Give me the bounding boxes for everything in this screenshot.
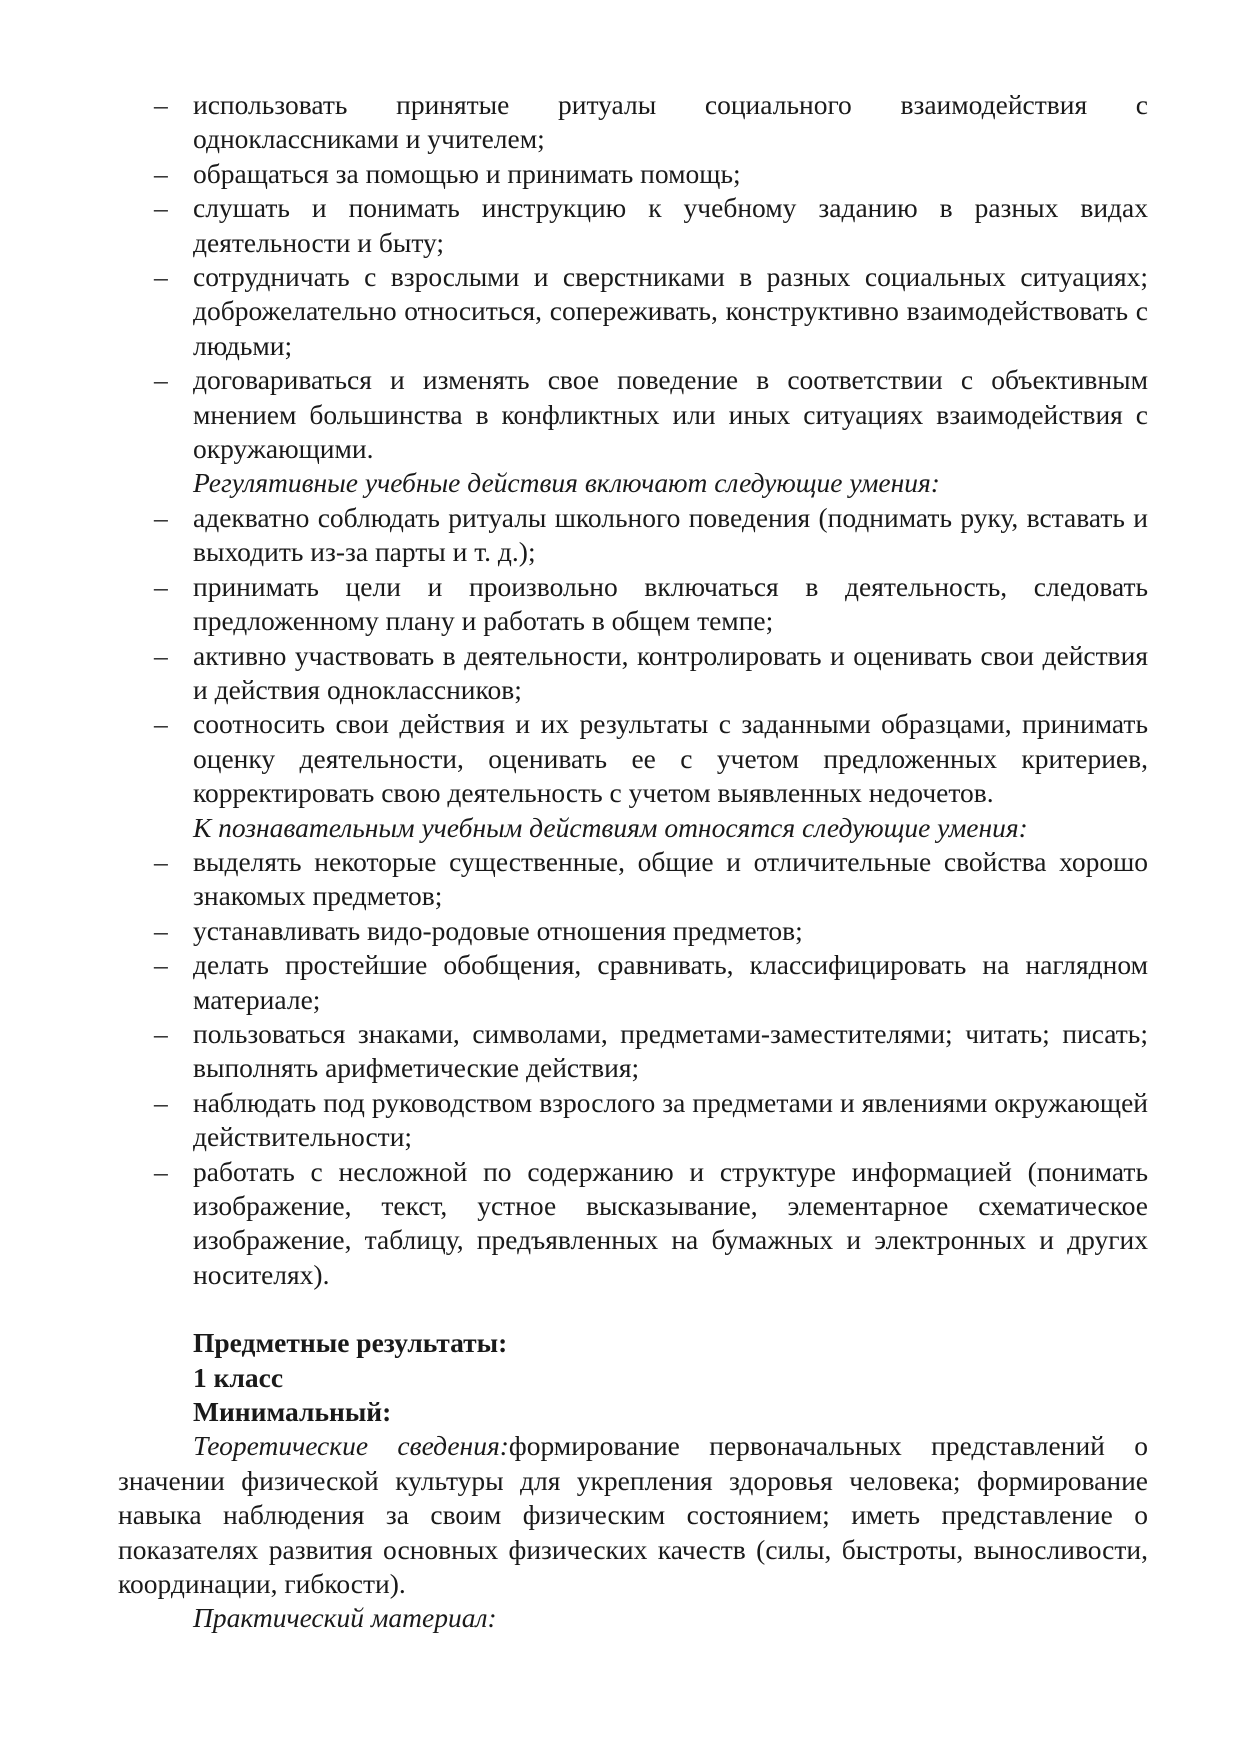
dash-bullet: – [154,192,168,224]
dash-bullet: – [154,89,168,120]
list-item: – соотносить свои действия и их результаты с заданными образцами, принимать оценку деятельности, оценивать ее с учетом предложенных критериев, корректировать свою деятельность с учетом выявленных недочетов. [154,708,1148,809]
dash-bullet: – [154,157,168,189]
dash-bullet: – [154,261,168,293]
list-item: – пользоваться знаками, символами, предметами-заместителями; читать; писать; выполнять арифметические действия; [154,1017,1148,1084]
dash-bullet: – [154,570,168,602]
list-item: – использовать принятые ритуалы социального взаимодействия с одноклассниками и учителем; [154,89,1148,155]
list-item: – адекватно соблюдать ритуалы школьного поведения (поднимать руку, вставать и выходить из-за парты и т. д.); [154,501,1148,568]
practice-heading: Практический материал: [193,1602,497,1634]
dash-bullet: – [154,708,168,740]
dash-bullet: – [154,639,168,671]
dash-bullet: – [154,1017,168,1049]
list-item: – активно участвовать в деятельности, контролировать и оценивать свои действия и действия одноклассников; [154,639,1148,705]
section-spacer [118,1292,1148,1326]
document-body [118,88,1148,1636]
list-item: – наблюдать под руководством взрослого за предметами и явлениями окружающей действительности; [154,1086,1148,1153]
dash-bullet: – [154,501,168,533]
dash-bullet: – [154,1155,168,1187]
regulative-skills-list [118,501,1148,811]
subject-results-heading: Предметные результаты: [193,1327,508,1359]
dash-bullet: – [154,1086,168,1118]
theory-text: формирование первоначальных представлений о значении физической культуры для укрепления здоровья человека; формирование навыка наблюдения за своим физическим состоянием; иметь представление о показателях развития основных физических качеств (силы, быстроты, выносливости, координации, гибкости). [118,1430,1148,1600]
list-item: – делать простейшие обобщения, сравнивать, классифицировать на наглядном материале; [154,949,1148,1015]
level-heading: Минимальный: [193,1396,392,1428]
list-item: – обращаться за помощью и принимать помощь; [118,157,1148,191]
list-item: – сотрудничать с взрослыми и сверстниками в разных социальных ситуациях; доброжелательно относиться, сопереживать, конструктивно взаимодействовать с людьми; [154,261,1148,361]
cognitive-skills-list [118,845,1148,1292]
list-item: – работать с несложной по содержанию и структуре информацией (понимать изображение, текст, устное высказывание, элементарное схематическое изображение, таблицу, предъявленных на бумажных и электронных и других носителях). [154,1155,1148,1290]
theory-paragraph [118,1429,1148,1601]
list-item: – устанавливать видо-родовые отношения предметов; [118,914,1148,948]
dash-bullet: – [154,364,168,396]
dash-bullet: – [154,914,168,946]
regulative-heading: Регулятивные учебные действия включают следующие умения: [193,467,940,499]
list-item: – выделять некоторые существенные, общие и отличительные свойства хорошо знакомых предметов; [154,845,1148,912]
list-item: – слушать и понимать инструкцию к учебному заданию в разных видах деятельности и быту; [154,192,1148,258]
theory-lead: Теоретические сведения: [193,1430,509,1462]
dash-bullet: – [154,949,168,981]
cognitive-heading: К познавательным учебным действиям относятся следующие умения: [193,811,1028,843]
dash-bullet: – [154,845,168,877]
grade-heading: 1 класс [193,1361,284,1393]
list-item: – договариваться и изменять свое поведение в соответствии с объективным мнением большинства в конфликтных или иных ситуациях взаимодействия с окружающими. [154,364,1148,465]
communicative-skills-list [118,88,1148,466]
list-item: – принимать цели и произвольно включаться в деятельность, следовать предложенному плану и работать в общем темпе; [154,570,1148,637]
